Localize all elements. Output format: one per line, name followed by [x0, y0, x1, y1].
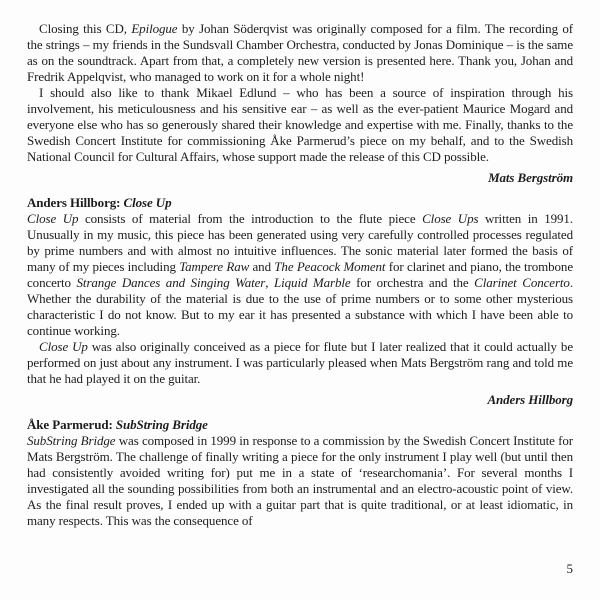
text-segment: Clarinet Concerto	[474, 275, 570, 290]
text-segment: consists of material from the introduction to the flute piece	[78, 211, 423, 226]
text-segment: SubString Bridge	[27, 433, 116, 448]
text-segment: written in 1991. Unusually in my music, this piece has been generated using very carefully controlled processes regulated by prime numbers and with almost no intuitive influences. The sonic material later formed the basis of many of my pieces including	[27, 211, 573, 274]
text-segment: Close Ups	[422, 211, 479, 226]
page-number: 5	[566, 561, 573, 576]
paragraph-acknowledgements	[27, 85, 573, 165]
text-segment: Closing this CD,	[39, 21, 132, 36]
text-segment: The Peacock Moment	[274, 259, 386, 274]
paragraph-close-up-flute	[27, 339, 573, 387]
paragraph-close-up-description	[27, 211, 573, 339]
text-segment: for clarinet and piano, the trombone concerto	[27, 259, 573, 290]
text-segment: Anders Hillborg:	[27, 195, 124, 210]
text-segment: I should also like to thank Mikael Edlund – who has been a source of inspiration through his involvement, his meticulousness and his sensitive ear – as well as the ever-patient Maurice Mogard and everyone else who has so generously shared their knowledge and expertise with me. Finally, thanks to the Swedish Concert Institute for commissioning Åke Parmerud’s piece on my behalf, and to the Swedish National Council for Cultural Affairs, whose support made the release of this CD possible.	[27, 85, 573, 164]
text-segment: was also originally conceived as a piece for flute but I later realized that it could actually be performed on just about any instrument. I was particularly pleased when Mats Bergström rang and told me that he had played it on the guitar.	[27, 339, 573, 386]
text-segment: Epilogue	[131, 21, 178, 36]
signature-anders-hillborg	[27, 392, 573, 408]
text-segment: for orchestra and the	[350, 275, 475, 290]
text-segment: Anders Hillborg	[487, 392, 573, 407]
paragraph-epilogue	[27, 21, 573, 85]
text-segment: . Whether the durability of the material is due to the use of prime numbers or to some other mysterious characteristic I do not know. But to my ear it has presented a substance with which I have been able to continue working.	[27, 275, 573, 338]
text-segment: Close Up	[39, 339, 88, 354]
text-segment: ,	[265, 275, 274, 290]
text-segment: was composed in 1999 in response to a commission by the Swedish Concert Institute for Mats Bergström. The challenge of finally writing a piece for the only instrument I play well (but until then had consistently avoided writing for) put me in a state of ‘researchomania’. For several months I investigated all the sounding possibilities from both an instrumental and an electro-acoustic point of view. As the final result proves, I ended up with a guitar part that is quite traditional, or at least idiomatic, in many respects. This was the consequence of	[27, 433, 573, 528]
heading-hillborg-close-up	[27, 195, 573, 211]
text-segment: Strange Dances and Singing Water	[76, 275, 266, 290]
text-segment: Åke Parmerud:	[27, 417, 116, 432]
paragraph-substring-bridge	[27, 433, 573, 529]
text-segment: Tampere Raw	[179, 259, 250, 274]
text-segment: and	[249, 259, 275, 274]
text-segment: SubString Bridge	[115, 417, 208, 432]
signature-mats-bergstrom	[27, 170, 573, 186]
text-segment: Mats Bergström	[488, 170, 573, 185]
text-block	[27, 21, 573, 529]
text-segment: Close Up	[27, 211, 79, 226]
text-segment: Liquid Marble	[274, 275, 351, 290]
text-segment: by Johan Söderqvist was originally composed for a film. The recording of the strings – my friends in the Sundsvall Chamber Orchestra, conducted by Jonas Dominique – is the same as on the soundtrack. Apart from that, a completely new version is presented here. Thank you, Johan and Fredrik Appelqvist, who managed to work on it for a whole night!	[27, 21, 573, 84]
heading-parmerud-substring-bridge	[27, 417, 573, 433]
text-segment: Close Up	[123, 195, 172, 210]
